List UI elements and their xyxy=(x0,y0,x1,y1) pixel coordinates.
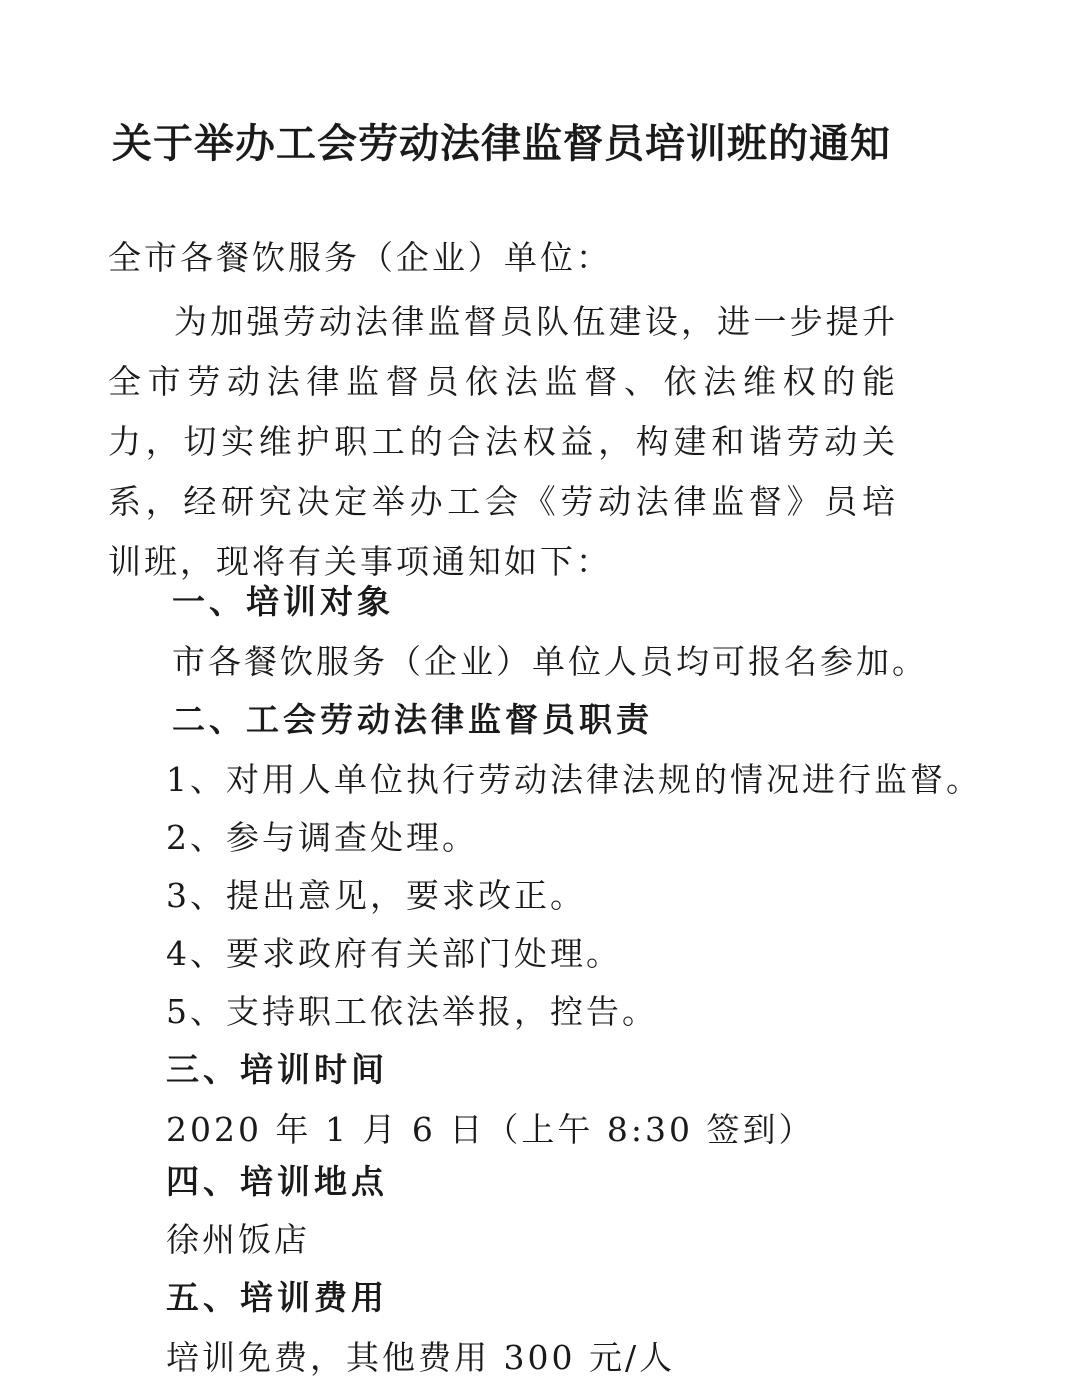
section-heading-training-time: 三、培训时间 xyxy=(166,1050,388,1089)
intro-paragraph: 为加强劳动法律监督员队伍建设，进一步提升全市劳动法律监督员依法监督、依法维权的能力，切实维护职工的合法权益，构建和谐劳动关系，经研究决定举办工会《劳动法律监督》员培训班，现将有关事项通知如下： xyxy=(108,302,898,581)
salutation: 全市各餐饮服务（企业）单位： xyxy=(108,238,612,277)
duty-item: 2、参与调查处理。 xyxy=(166,818,478,857)
training-location: 徐州饭店 xyxy=(166,1220,310,1259)
document-title: 关于举办工会劳动法律监督员培训班的通知 xyxy=(112,121,891,167)
duty-item: 3、提出意见，要求改正。 xyxy=(166,876,586,915)
duty-item: 1、对用人单位执行劳动法律法规的情况进行监督。 xyxy=(166,760,982,799)
duty-item: 4、要求政府有关部门处理。 xyxy=(166,934,622,973)
section-heading-training-fee: 五、培训费用 xyxy=(166,1278,388,1317)
section-heading-duties: 二、工会劳动法律监督员职责 xyxy=(172,700,653,739)
section-content-training-target: 市各餐饮服务（企业）单位人员均可报名参加。 xyxy=(172,642,928,681)
section-heading-training-target: 一、培训对象 xyxy=(172,582,394,621)
section-heading-training-location: 四、培训地点 xyxy=(166,1162,388,1201)
duty-item: 5、支持职工依法举报，控告。 xyxy=(166,992,658,1031)
training-fee: 培训免费，其他费用 300 元/人 xyxy=(166,1338,676,1377)
training-time: 2020 年 1 月 6 日（上午 8:30 签到） xyxy=(166,1110,815,1149)
